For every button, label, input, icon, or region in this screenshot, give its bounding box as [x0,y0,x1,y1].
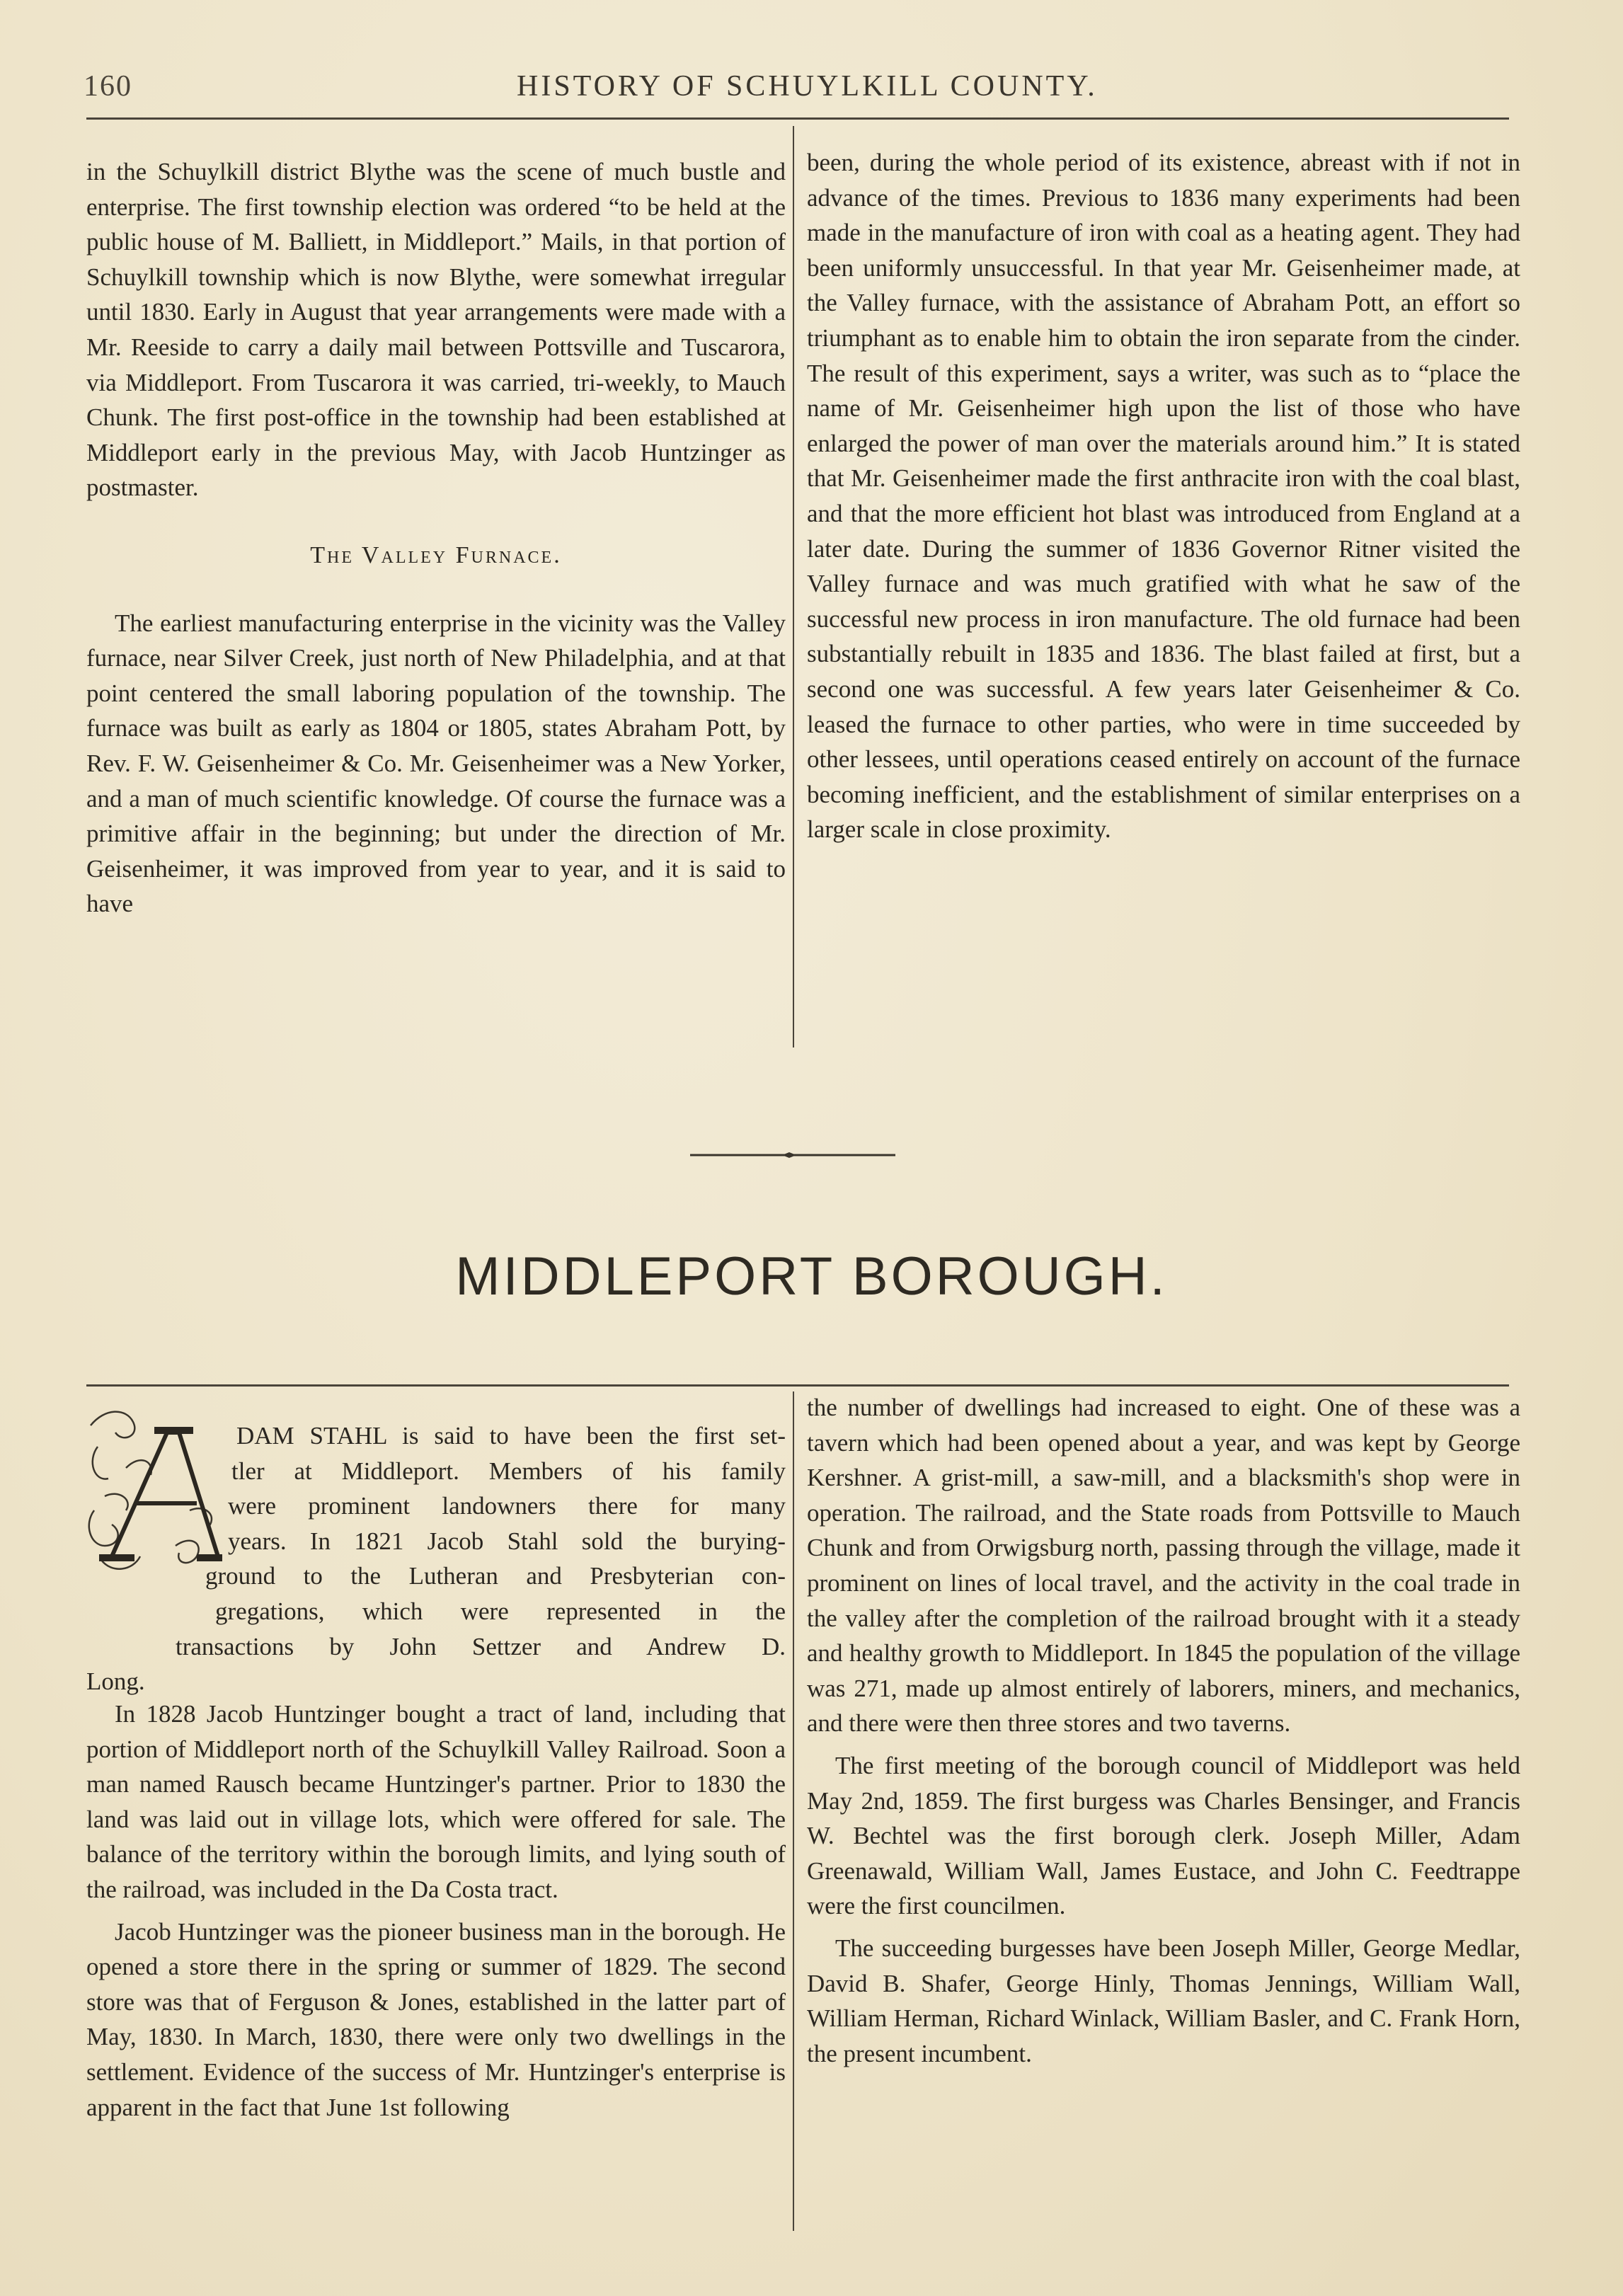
bottom-left-column [86,1697,786,2125]
bottom-right-column [807,1390,1520,2071]
dropcap-line: gregations, which were represented in the [215,1597,786,1625]
page-number: 160 [84,70,132,103]
dropcap-line: were prominent landowners there for many [228,1492,786,1520]
column-divider [793,1391,794,2231]
dropcap-line: Long. [86,1668,145,1696]
header-rule [86,117,1509,120]
dropcap-line: ground to the Lutheran and Presbyterian con- [205,1562,786,1590]
section-heading: The Valley Furnace. [310,541,562,568]
dropcap-line: tler at Middleport. Members of his family [231,1457,786,1485]
paragraph: The succeeding burgesses have been Joseph Miller, George Medlar, David B. Shafer, George Hinly, Thomas Jennings, William Wall, William Herman, Richard Winlack, William Basler, and C. Frank Horn, the present incumbent. [807,1934,1520,2067]
top-right-column [807,145,1520,847]
paragraph: The earliest manufacturing enterprise in the vicinity was the Valley furnace, near Silver Creek, just north of New Philadelphia, and at that point centered the small laboring population of the township. The furnace was built as early as 1804 or 1805, states Abraham Pott, by Rev. F. W. Geisenheimer & Co. Mr. Geisenheimer was a New Yorker, and a man of much scientific knowledge. Of course the furnace was a primitive affair in the beginning; but under the direction of Mr. Geisenheimer, it was improved from year to year, and it is said to have [86,609,786,918]
ornamental-rule [690,1152,895,1158]
dropcap-paragraph [86,1418,786,1699]
chapter-title: MIDDLEPORT BOROUGH. [455,1246,1168,1307]
paragraph: Jacob Huntzinger was the pioneer business man in the borough. He opened a store there in the spring or summer of 1829. The second store was that of Ferguson & Jones, established in the latter part of May, 1830. In March, 1830, there were only two dwellings in the settlement. Evidence of the success of Mr. Huntzinger's enterprise is apparent in the fact that June 1st following [86,1917,786,2121]
paragraph: in the Schuylkill district Blythe was the scene of much bustle and enterprise. The first township election was ordered “to be held at the public house of M. Balliett, in Middleport.” Mails, in that portion of Schuylkill township which is now Blythe, were somewhat irregular until 1830. Early in August that year arrangements were made with a Mr. Reeside to carry a daily mail between Pottsville and Tuscarora, via Middleport. From Tuscarora it was carried, tri-weekly, to Mauch Chunk. The first post-office in the township had been established at Middleport early in the previous May, with Jacob Huntzinger as postmaster. [86,158,786,502]
paragraph: The first meeting of the borough council of Middleport was held May 2nd, 1859. The first burgess was Charles Bensinger, and Francis W. Bechtel was the first borough clerk. Joseph Miller, Adam Greenawald, William Wall, James Eustace, and John C. Feedtrappe were the first councilmen. [807,1751,1520,1920]
chapter-rule [86,1384,1509,1387]
paragraph: the number of dwellings had increased to eight. One of these was a tavern which had been opened about a year, and was kept by George Kershner. A grist-mill, a saw-mill, and a blacksmith's shop were in operation. The railroad, and the State roads from Pottsville to Mauch Chunk and from Orwigsburg north, passing through the village, made it prominent on lines of local travel, and the activity in the coal trade in the valley after the completion of the railroad brought with it a steady and healthy growth to Middleport. In 1845 the population of the village was 271, made up almost entirely of laborers, miners, and mechanics, and there were then three stores and two taverns. [807,1394,1520,1738]
dropcap-line: DAM STAHL is said to have been the first set- [236,1422,786,1450]
running-head: HISTORY OF SCHUYLKILL COUNTY. [517,70,1098,103]
column-divider [793,126,794,1047]
top-left-column [86,154,786,922]
paragraph: been, during the whole period of its existence, abreast with if not in advance of the times. Previous to 1836 many experiments had been made in the manufacture of iron with coal as a heating agent. They had been uniformly unsuccessful. In that year Mr. Geisenheimer made, at the Valley furnace, with the assistance of Abraham Pott, an effort so triumphant as to enable him to obtain the iron separate from the cinder. The result of this experiment, says a writer, was such as to “place the name of Mr. Geisenheimer high upon the list of those who have enlarged the power of man over the materials around him.” It is stated that Mr. Geisenheimer made the first anthracite iron with the coal blast, and that the more efficient hot blast was introduced from England at a later date. During the summer of 1836 Governor Ritner visited the Valley furnace and was much gratified with what he saw of the successful new process in iron manufacture. The old furnace had been substantially rebuilt in 1835 and 1836. The blast failed at first, but a second one was successful. A few years later Geisenheimer & Co. leased the furnace to other parties, who were in time succeeded by other lessees, until operations ceased entirely on account of the furnace becoming inefficient, and the establishment of similar enterprises on a larger scale in close proximity. [807,149,1520,844]
dropcap-letter: A [168,1546,174,1554]
dropcap-line: years. In 1821 Jacob Stahl sold the burying- [228,1527,786,1555]
paragraph: In 1828 Jacob Huntzinger bought a tract of land, including that portion of Middleport north of the Schuylkill Valley Railroad. Soon a man named Rausch became Huntzinger's partner. Prior to 1830 the land was laid out in village lots, which were offered for sale. The balance of the territory within the borough limits, and lying south of the railroad, was included in the Da Costa tract. [86,1700,786,1903]
dropcap-line: transactions by John Settzer and Andrew D. [176,1632,786,1660]
